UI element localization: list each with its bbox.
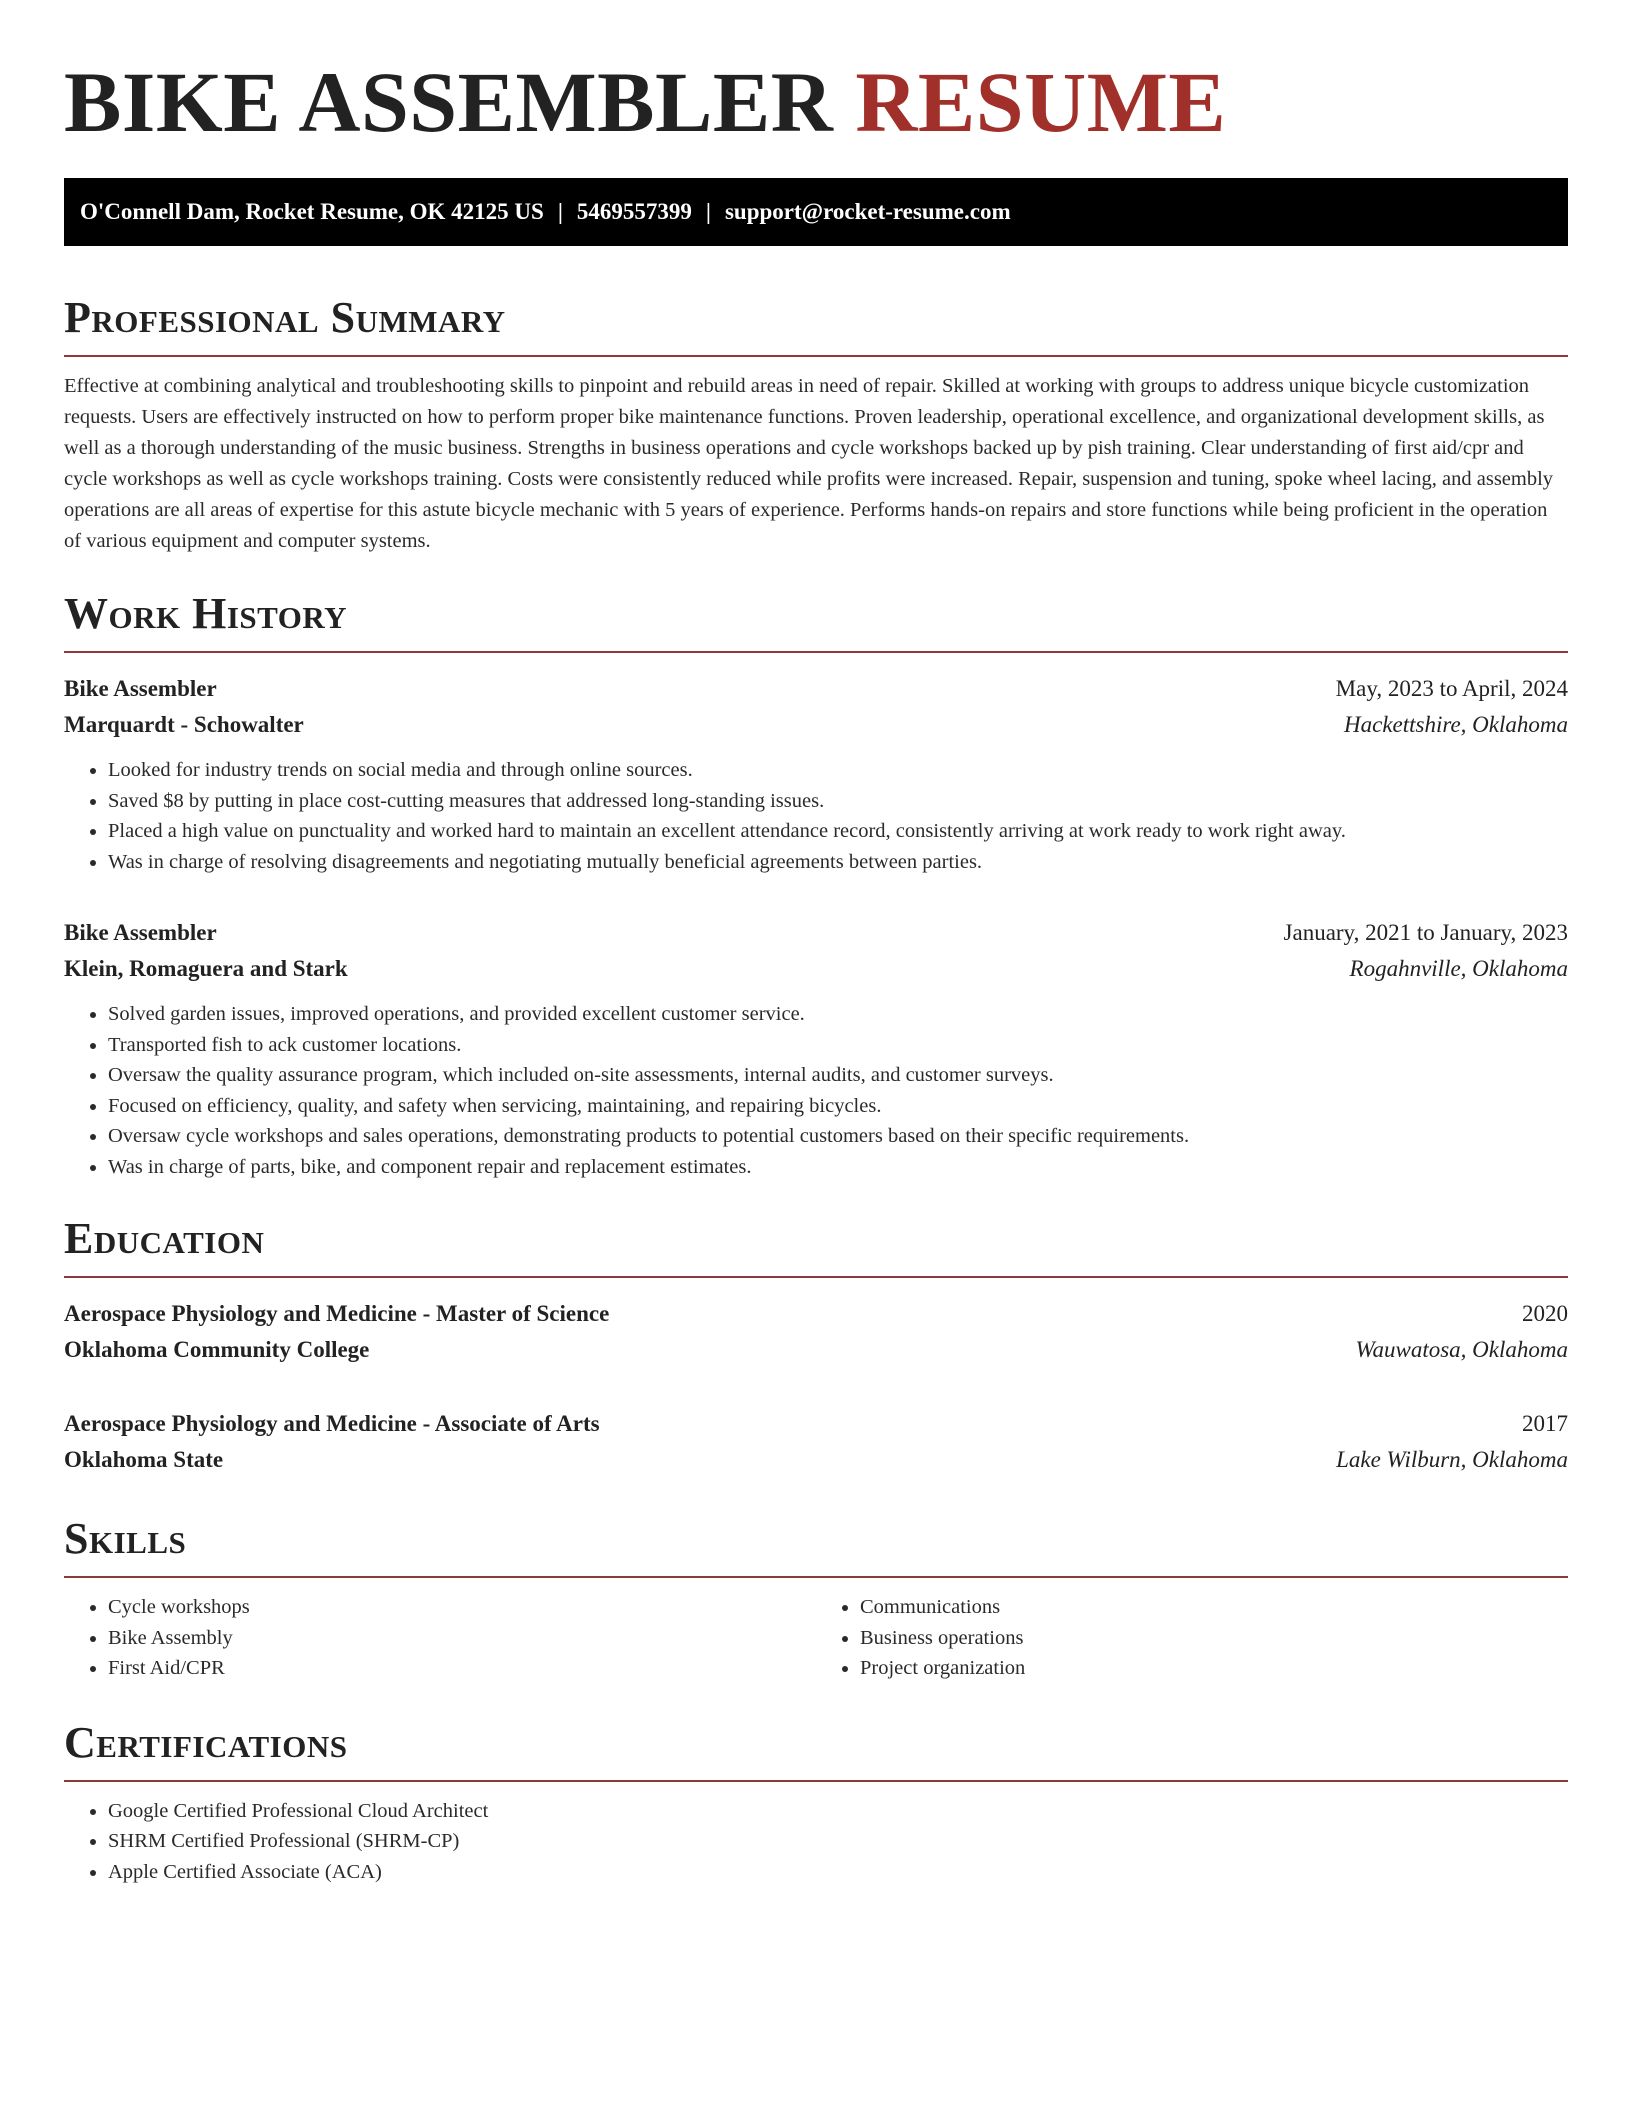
education-section xyxy=(64,1212,1568,1478)
section-heading: Skills xyxy=(64,1514,187,1563)
job-bullets xyxy=(64,999,1568,1182)
section-heading: Work History xyxy=(64,589,348,638)
skills-grid xyxy=(64,1592,1568,1684)
list-item: • Was in charge of parts, bike, and component repair and replacement estimates. xyxy=(108,1152,1568,1183)
contact-bar xyxy=(64,178,1568,246)
section-divider xyxy=(64,651,1568,653)
section-heading: Professional Summary xyxy=(64,293,506,342)
list-item: • Cycle workshops xyxy=(108,1592,816,1623)
job-bullets xyxy=(64,755,1568,877)
resume-title xyxy=(64,0,1568,152)
list-item: • Looked for industry trends on social media and through online sources. xyxy=(108,755,1568,786)
degree: Aerospace Physiology and Medicine - Associate of Arts xyxy=(64,1411,600,1436)
job-company: Marquardt - Schowalter xyxy=(64,712,304,737)
job-title: Bike Assembler xyxy=(64,676,217,701)
skills-section xyxy=(64,1512,1568,1684)
contact-email[interactable]: support@rocket-resume.com xyxy=(724,199,1011,224)
list-item: • Oversaw cycle workshops and sales operations, demonstrating products to potential customers based on their specific requirements. xyxy=(108,1121,1568,1152)
contact-separator: | xyxy=(557,199,563,224)
title-main: BIKE ASSEMBLER xyxy=(64,54,834,150)
contact-separator: | xyxy=(705,199,711,224)
job-dates: May, 2023 to April, 2024 xyxy=(1335,676,1568,701)
work-history-section xyxy=(64,587,1568,1182)
school-location: Lake Wilburn, Oklahoma xyxy=(1336,1447,1568,1472)
education-entry xyxy=(64,1296,1568,1368)
job-location: Hackettshire, Oklahoma xyxy=(1344,712,1568,737)
job-dates: January, 2021 to January, 2023 xyxy=(1283,920,1568,945)
list-item: • Project organization xyxy=(860,1653,1568,1684)
list-item: • Was in charge of resolving disagreements and negotiating mutually beneficial agreements between parties. xyxy=(108,847,1568,878)
list-item: • SHRM Certified Professional (SHRM-CP) xyxy=(108,1826,1568,1857)
list-item: • Saved $8 by putting in place cost-cutting measures that addressed long-standing issues. xyxy=(108,786,1568,817)
certifications-section xyxy=(64,1716,1568,1888)
school-location: Wauwatosa, Oklahoma xyxy=(1355,1337,1568,1362)
list-item: • First Aid/CPR xyxy=(108,1653,816,1684)
contact-phone: 5469557399 xyxy=(576,199,692,224)
list-item: • Solved garden issues, improved operations, and provided excellent customer service. xyxy=(108,999,1568,1030)
section-divider xyxy=(64,1780,1568,1782)
degree: Aerospace Physiology and Medicine - Master of Science xyxy=(64,1301,610,1326)
job-location: Rogahnville, Oklahoma xyxy=(1349,956,1568,981)
list-item: • Focused on efficiency, quality, and safety when servicing, maintaining, and repairing bicycles. xyxy=(108,1091,1568,1122)
certifications-list xyxy=(64,1796,1568,1888)
skills-list-left xyxy=(64,1592,816,1684)
job-entry xyxy=(64,671,1568,877)
section-divider xyxy=(64,1576,1568,1578)
school-name: Oklahoma Community College xyxy=(64,1337,370,1362)
summary-text: Effective at combining analytical and troubleshooting skills to pinpoint and rebuild areas in need of repair. Skilled at working with groups to address unique bicycle customization requests. Users are effectively instructed on how to perform proper bike maintenance functions. Proven leadership, operational excellence, and organizational development skills, as well as a thorough understanding of the music business. Strengths in business operations and cycle workshops backed up by pish training. Clear understanding of first aid/cpr and cycle workshops as well as cycle workshops training. Costs were consistently reduced while profits were increased. Repair, suspension and tuning, spoke wheel lacing, and assembly operations are all areas of expertise for this astute bicycle mechanic with 5 years of experience. Performs hands-on repairs and store functions while being proficient in the operation of various equipment and computer systems. xyxy=(64,375,1554,552)
education-entry xyxy=(64,1406,1568,1478)
list-item: • Bike Assembly xyxy=(108,1623,816,1654)
list-item: • Google Certified Professional Cloud Architect xyxy=(108,1796,1568,1827)
list-item: • Oversaw the quality assurance program, which included on-site assessments, internal audits, and customer surveys. xyxy=(108,1060,1568,1091)
section-divider xyxy=(64,1276,1568,1278)
school-name: Oklahoma State xyxy=(64,1447,224,1472)
list-item: • Communications xyxy=(860,1592,1568,1623)
job-title: Bike Assembler xyxy=(64,920,217,945)
contact-address: O'Connell Dam, Rocket Resume, OK 42125 US xyxy=(80,199,544,224)
graduation-year: 2017 xyxy=(1522,1411,1568,1436)
list-item: • Placed a high value on punctuality and worked hard to maintain an excellent attendance record, consistently arriving at work ready to work right away. xyxy=(108,816,1568,847)
summary-section xyxy=(64,291,1568,557)
section-divider xyxy=(64,355,1568,357)
job-entry xyxy=(64,915,1568,1182)
graduation-year: 2020 xyxy=(1522,1301,1568,1326)
section-heading: Certifications xyxy=(64,1717,348,1767)
list-item: • Apple Certified Associate (ACA) xyxy=(108,1857,1568,1888)
list-item: • Business operations xyxy=(860,1623,1568,1654)
section-heading: Education xyxy=(64,1214,265,1263)
job-company: Klein, Romaguera and Stark xyxy=(64,956,348,981)
list-item: • Transported fish to ack customer locations. xyxy=(108,1030,1568,1061)
skills-list-right xyxy=(816,1592,1568,1684)
title-accent: RESUME xyxy=(855,54,1227,150)
